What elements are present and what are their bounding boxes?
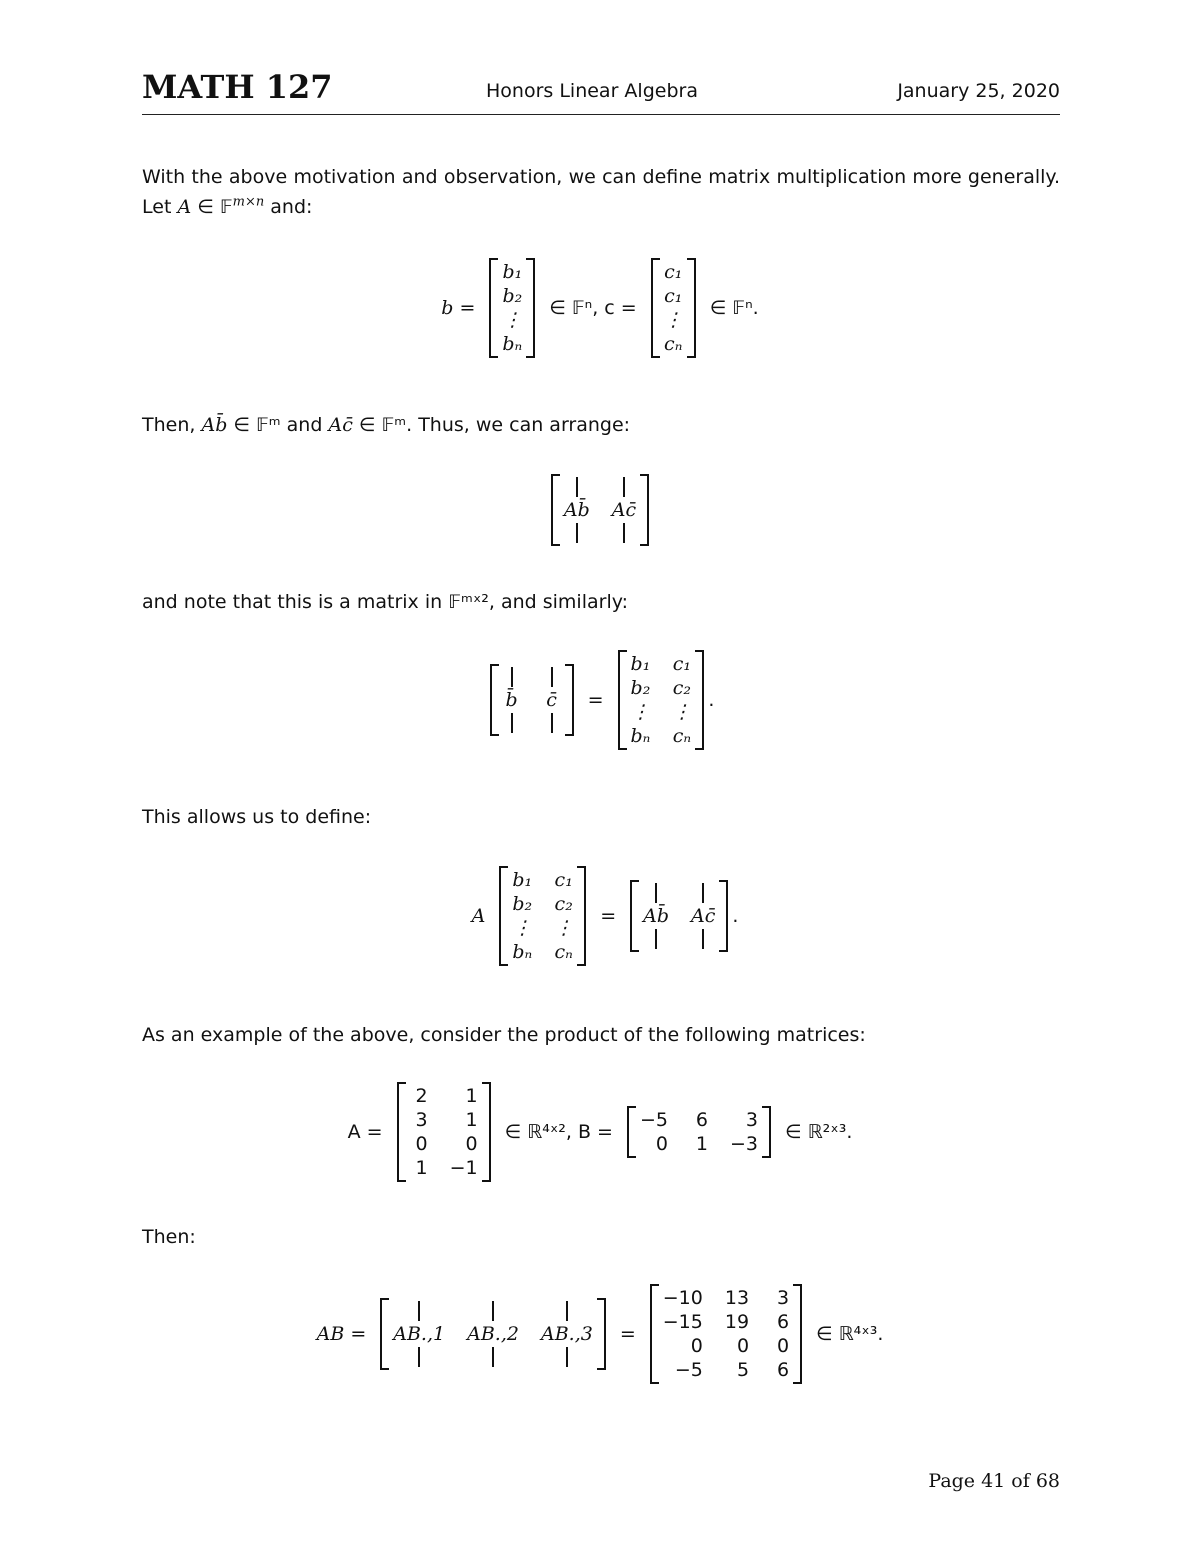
matrix-cell: 2	[415, 1085, 428, 1107]
column-label: AB.,1	[393, 1323, 446, 1345]
paragraph-then-2: Then:	[142, 1226, 196, 1248]
period: .	[708, 689, 715, 711]
matrix-cell: 1	[695, 1133, 708, 1155]
entry-matrix	[499, 866, 586, 966]
matrix-cell: 0	[465, 1133, 478, 1155]
equation-product	[0, 1284, 1200, 1384]
column-label: b̄	[505, 689, 518, 711]
column-matrix	[380, 1298, 606, 1370]
matrix-cell: 3	[415, 1109, 428, 1131]
matrix-cell: ⋮	[630, 701, 650, 723]
matrix-cell: bₙ	[512, 941, 533, 963]
matrix-cell: cₙ	[554, 941, 573, 963]
in-text: ∈ 𝔽ᵐ.	[358, 414, 413, 436]
in-text: ∈ 𝔽ᵐ and	[233, 414, 323, 436]
a-label: A =	[347, 1121, 383, 1143]
equation-column-matrix	[0, 474, 1200, 546]
field-symbol: 𝔽	[219, 196, 233, 218]
ab-lhs: AB =	[316, 1323, 367, 1345]
result-matrix	[650, 1284, 802, 1384]
vector-entry: c₁	[664, 285, 683, 307]
matrix-cell: 3	[776, 1287, 790, 1309]
matrix-cell: −3	[730, 1133, 759, 1155]
vector-entry: ⋮	[663, 309, 683, 331]
header-date: January 25, 2020	[897, 80, 1060, 102]
vector-b	[489, 258, 535, 358]
page-number: Page 41 of 68	[928, 1470, 1060, 1492]
column-label: Ab̄	[563, 499, 590, 521]
column-label: AB.,2	[467, 1323, 519, 1345]
matrix-cell: ⋮	[512, 917, 532, 939]
paragraph-then	[142, 410, 1060, 440]
mid-text: ∈ ℝ⁴ˣ², B =	[504, 1121, 613, 1143]
course-subtitle: Honors Linear Algebra	[486, 80, 698, 102]
then-text: Then,	[142, 414, 196, 436]
vector-entry: bₙ	[502, 333, 523, 355]
matrix-cell: 6	[695, 1109, 708, 1131]
equals-sign: =	[619, 1323, 636, 1345]
matrix-a-symbol: A	[177, 196, 192, 218]
matrix-cell: −1	[449, 1157, 478, 1179]
column-label: Ac̄	[691, 905, 716, 927]
paragraph-intro	[142, 162, 1060, 222]
matrix-cell: 19	[724, 1311, 750, 1333]
matrix-cell: b₂	[512, 893, 533, 915]
equation-example	[0, 1082, 1200, 1182]
b-lhs: b =	[441, 297, 476, 319]
matrix-cell: 0	[776, 1335, 790, 1357]
tail-text: ∈ ℝ⁴ˣ³.	[816, 1323, 884, 1345]
element-of: ∈	[197, 196, 214, 218]
matrix-cell: −5	[674, 1359, 703, 1381]
paragraph-note: and note that this is a matrix in 𝔽ᵐˣ², and similarly:	[142, 591, 628, 613]
matrix-cell: bₙ	[630, 725, 651, 747]
matrix-cell: b₂	[630, 677, 651, 699]
period: .	[732, 905, 739, 927]
matrix-cell: 13	[724, 1287, 750, 1309]
matrix-cell: b₁	[630, 653, 651, 675]
matrix-cell: 0	[415, 1133, 428, 1155]
matrix-a	[397, 1082, 491, 1182]
column-label: Ab̄	[643, 905, 669, 927]
entry-matrix	[618, 650, 705, 750]
matrix-cell: 0	[655, 1133, 668, 1155]
ab-term: Ab̄	[201, 414, 228, 436]
ac-term: Ac̄	[328, 414, 353, 436]
matrix-cell: 5	[736, 1359, 750, 1381]
column-matrix	[551, 474, 649, 546]
equation-stack	[0, 650, 1200, 750]
matrix-a-symbol: A	[471, 905, 486, 927]
equation-vectors	[0, 258, 1200, 358]
matrix-cell: 6	[776, 1311, 790, 1333]
vector-entry: b₂	[502, 285, 523, 307]
intro-text: With the above motivation and observation, we can define matrix multiplication more generally. Let	[142, 166, 1060, 218]
tail-text: ∈ ℝ²ˣ³.	[785, 1121, 853, 1143]
matrix-b	[627, 1106, 771, 1158]
matrix-cell: 0	[736, 1335, 750, 1357]
column-label: c̄	[546, 689, 557, 711]
matrix-cell: c₁	[554, 869, 573, 891]
matrix-cell: −5	[639, 1109, 668, 1131]
vector-entry: cₙ	[664, 333, 683, 355]
matrix-cell: c₁	[672, 653, 691, 675]
dims: m×n	[232, 194, 265, 210]
column-matrix	[630, 880, 728, 952]
vector-entry: ⋮	[502, 309, 522, 331]
arrange-text: Thus, we can arrange:	[418, 414, 631, 436]
paragraph-example: As an example of the above, consider the product of the following matrices:	[142, 1024, 866, 1046]
mid-text: ∈ 𝔽ⁿ, c =	[549, 297, 637, 319]
vector-c	[651, 258, 696, 358]
matrix-cell: ⋮	[672, 701, 692, 723]
column-label: AB.,3	[540, 1323, 593, 1345]
course-title: MATH 127	[142, 68, 333, 106]
column-label: Ac̄	[611, 499, 637, 521]
vector-entry: b₁	[502, 261, 523, 283]
matrix-cell: c₂	[554, 893, 573, 915]
matrix-cell: 6	[776, 1359, 790, 1381]
intro-tail: and:	[270, 196, 313, 218]
vector-entry: c₁	[664, 261, 683, 283]
matrix-cell: c₂	[672, 677, 691, 699]
matrix-cell: ⋮	[554, 917, 574, 939]
matrix-cell: 3	[745, 1109, 759, 1131]
matrix-cell: 1	[465, 1109, 478, 1131]
matrix-cell: 1	[415, 1157, 428, 1179]
equals-sign: =	[600, 905, 617, 927]
matrix-cell: b₁	[512, 869, 533, 891]
equation-definition	[0, 866, 1200, 966]
column-matrix-bc	[490, 664, 574, 736]
matrix-cell: 0	[690, 1335, 703, 1357]
matrix-cell: −10	[662, 1287, 703, 1309]
matrix-cell: cₙ	[672, 725, 692, 747]
matrix-cell: −15	[662, 1311, 703, 1333]
paragraph-define: This allows us to define:	[142, 806, 372, 828]
page-header	[142, 68, 1060, 115]
equals-sign: =	[587, 689, 604, 711]
tail-text: ∈ 𝔽ⁿ.	[709, 297, 759, 319]
matrix-cell: 1	[465, 1085, 478, 1107]
